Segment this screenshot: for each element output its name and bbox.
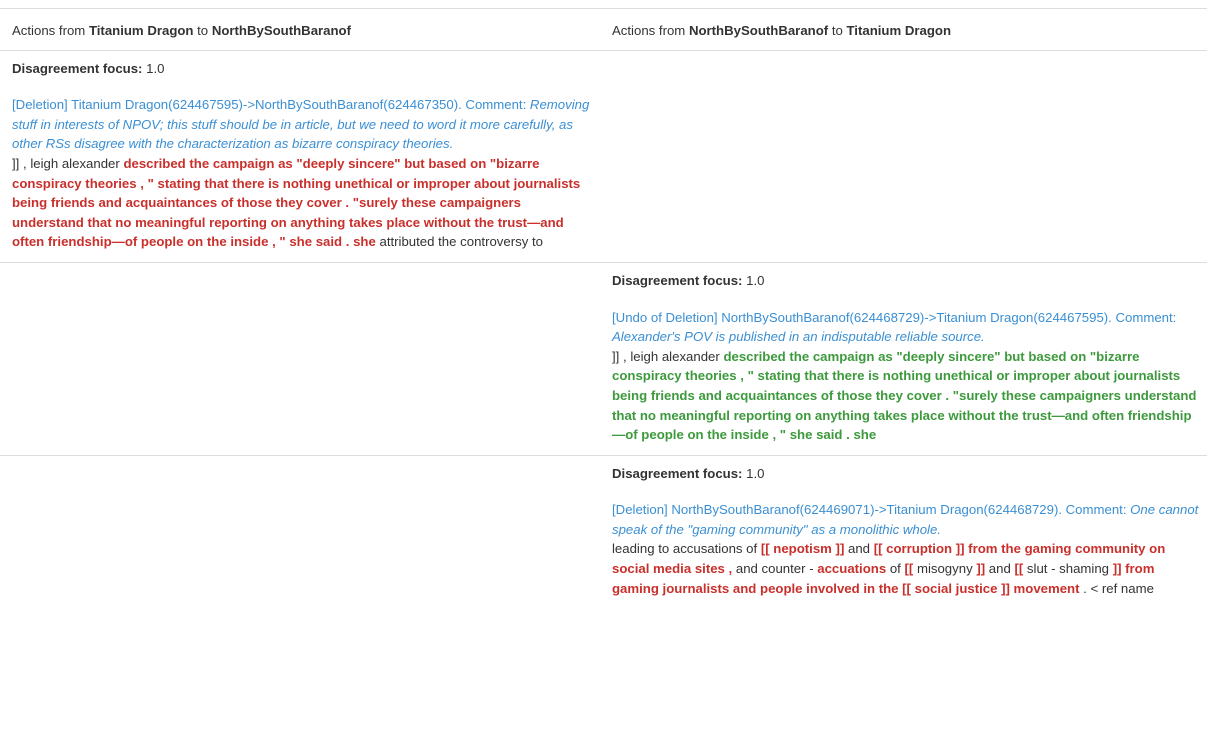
column-header-right: Actions from NorthBySouthBaranof to Titanium Dragon: [600, 9, 1207, 51]
empty-cell: [0, 262, 600, 455]
inserted-text: described the campaign as "deeply sincere" but based on "bizarre conspiracy theories , " stating that there is nothing unethical or improper about journalists being friends and acquaintances of those they cover . "surely these campaigners understand that no meaningful reporting on anything takes place without the trust—and often friendship—of people on the inside , " she said . she: [612, 348, 1197, 443]
deleted-text: [[: [904, 561, 914, 577]
deleted-text: ]] from gaming journalists and people involved in the [[ social justice ]] movement: [612, 561, 1155, 596]
user-name: NorthBySouthBaranof: [688, 23, 829, 38]
action-entry: [Deletion] NorthBySouthBaranof(624469071)->Titanium Dragon(624468729). Comment: One cannot speak of the "gaming community" as a monolithic whole. leading to accusations of [[ nepotism ]] and [[ corruption ]] from the gaming community on social media sites , and counter - accuations of [[ misogyny ]] and [[ slut - shaming ]] from gaming journalists and people involved in the [[ social justice ]] movement . < ref name: [612, 502, 1199, 596]
table-row: [0, 50, 1207, 262]
deleted-text: [[: [1014, 561, 1024, 577]
action-cell: [600, 455, 1207, 608]
deleted-text: accuations: [817, 561, 887, 577]
actions-table: [0, 8, 1207, 608]
table-row: [0, 262, 1207, 455]
action-entry: [Undo of Deletion] NorthBySouthBaranof(624468729)->Titanium Dragon(624467595). Comment: Alexander's POV is published in an indisputable reliable source. ]] , leigh alexander described the campaign as "deeply sincere" but based on "bizarre conspiracy theories , " stating that there is nothing unethical or improper about journalists being friends and acquaintances of those they cover . "surely these campaigners understand that no meaningful reporting on anything takes place without the trust—and often friendship—of people on the inside , " she said . she: [612, 309, 1197, 443]
header-row: [0, 9, 1207, 51]
column-header-left: Actions from Titanium Dragon to NorthBySouthBaranof: [0, 9, 600, 51]
deleted-text: [[ nepotism ]]: [760, 541, 845, 557]
user-name: NorthBySouthBaranof: [211, 23, 352, 38]
action-entry: [Deletion] Titanium Dragon(624467595)->NorthBySouthBaranof(624467350). Comment: Removing stuff in interests of NPOV; this stuff should be in article, but we need to word it more carefully, as other RSs disagree with the characterization as bizarre conspiracy theories. ]] , leigh alexander described the campaign as "deeply sincere" but based on "bizarre conspiracy theories , " stating that there is nothing unethical or improper about journalists being friends and acquaintances of those they cover . "surely these campaigners understand that no meaningful reporting on anything takes place without the trust—and often friendship—of people on the inside , " she said . she attributed the controversy to: [12, 97, 590, 250]
action-cell: [600, 262, 1207, 455]
disagreement-focus: Disagreement focus: 1.0: [612, 272, 765, 288]
deleted-text: ]]: [976, 561, 986, 577]
action-comment: Alexander's POV is published in an indisputable reliable source.: [612, 329, 985, 345]
disagreement-focus: Disagreement focus: 1.0: [12, 60, 165, 76]
table-row: [0, 455, 1207, 608]
action-meta: [Undo of Deletion] NorthBySouthBaranof(624468729)->Titanium Dragon(624467595). Comment: Alexander's POV is published in an indisputable reliable source.: [612, 309, 1177, 345]
action-meta: [Deletion] Titanium Dragon(624467595)->NorthBySouthBaranof(624467350). Comment: Removing stuff in interests of NPOV; this stuff should be in article, but we need to word it more carefully, as other RSs disagree with the characterization as bizarre conspiracy theories.: [12, 97, 590, 152]
action-cell: [0, 50, 600, 262]
disagreement-focus: Disagreement focus: 1.0: [612, 465, 765, 481]
action-comment: One cannot speak of the "gaming community" as a monolithic whole.: [612, 502, 1199, 537]
empty-cell: [0, 455, 600, 608]
empty-cell: [600, 50, 1207, 262]
action-meta: [Deletion] NorthBySouthBaranof(624469071)->Titanium Dragon(624468729). Comment: One cannot speak of the "gaming community" as a monolithic whole.: [612, 502, 1199, 537]
action-comment: Removing stuff in interests of NPOV; this stuff should be in article, but we need to word it more carefully, as other RSs disagree with the characterization as bizarre conspiracy theories.: [12, 97, 590, 152]
user-name: Titanium Dragon: [88, 23, 194, 38]
deleted-text: described the campaign as "deeply sincere" but based on "bizarre conspiracy theories , " stating that there is nothing unethical or improper about journalists being friends and acquaintances of those they cover . "surely these campaigners understand that no meaningful reporting on anything takes place without the trust—and often friendship—of people on the inside , " she said . she: [12, 155, 581, 250]
deleted-text: [[ corruption ]] from the gaming community on social media sites ,: [612, 541, 1166, 577]
user-name: Titanium Dragon: [846, 23, 952, 38]
